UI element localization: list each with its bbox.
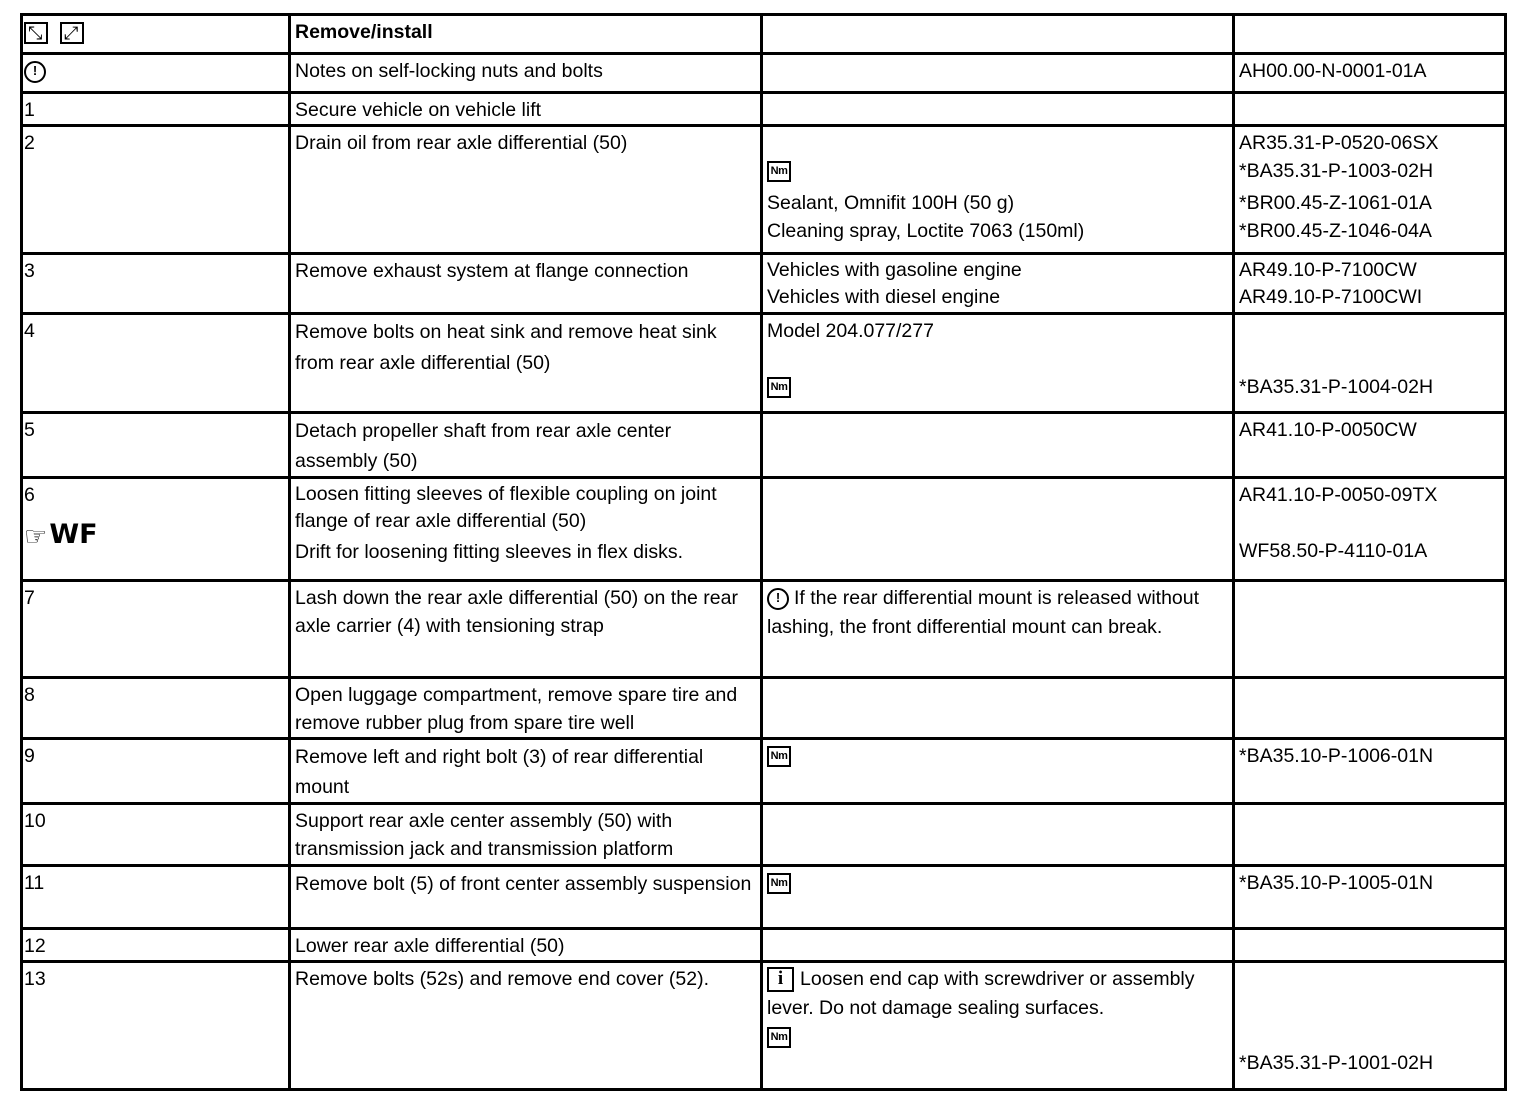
ref-link[interactable]: AH00.00-N-0001-01A: [1239, 60, 1427, 82]
table-row: [22, 929, 1506, 962]
step-text: Secure vehicle on vehicle lift: [290, 93, 762, 126]
ref-link[interactable]: WF58.50-P-4110-01A: [1239, 540, 1428, 562]
ref-link[interactable]: *BA35.31-P-1003-02H: [1239, 160, 1434, 182]
note-text: If the rear differential mount is released without lashing, the front differential mount can break.: [767, 587, 1200, 638]
table-row: [22, 478, 1506, 581]
step-number: 5: [22, 413, 290, 478]
torque-nm-icon: [767, 161, 791, 182]
table-row: [22, 866, 1506, 929]
wf-label: WF: [49, 519, 98, 550]
tool-text: Drift for loosening fitting sleeves in flex disks.: [295, 541, 684, 563]
table-row: [22, 93, 1506, 126]
step-number: 6: [24, 484, 35, 506]
table-row: [22, 678, 1506, 739]
step-text: Remove bolts on heat sink and remove heat sink from rear axle differential (50): [290, 314, 762, 413]
header-row: [22, 15, 1506, 54]
step-number: 8: [22, 678, 290, 739]
step-text: Detach propeller shaft from rear axle center assembly (50): [290, 413, 762, 478]
note-line: Model 204.077/277: [767, 320, 934, 342]
expand-icon[interactable]: [24, 22, 48, 44]
warning-icon: [24, 61, 46, 83]
ref-link[interactable]: AR49.10-P-7100CW: [1239, 259, 1417, 281]
step-text: Remove exhaust system at flange connection: [290, 254, 762, 314]
note-line: Vehicles with diesel engine: [767, 286, 1001, 308]
step-text: Remove left and right bolt (3) of rear differential mount: [290, 739, 762, 804]
torque-nm-icon: [767, 873, 791, 894]
ref-link[interactable]: *BR00.45-Z-1061-01A: [1239, 192, 1432, 214]
note-line: Cleaning spray, Loctite 7063 (150ml): [767, 220, 1085, 242]
step-text: Lower rear axle differential (50): [290, 929, 762, 962]
step-number: 2: [22, 126, 290, 254]
step-number: 10: [22, 804, 290, 866]
step-number: 1: [22, 93, 290, 126]
ref-link[interactable]: AR41.10-P-0050CW: [1239, 419, 1417, 441]
torque-nm-icon: [767, 377, 791, 398]
info-icon: [767, 967, 794, 992]
step-text: Notes on self-locking nuts and bolts: [290, 54, 762, 93]
step-number: 12: [22, 929, 290, 962]
step-text: Remove bolt (5) of front center assembly suspension: [290, 866, 762, 929]
step-text: Drain oil from rear axle differential (50): [290, 126, 762, 254]
ref-link[interactable]: *BA35.10-P-1006-01N: [1239, 745, 1434, 767]
note-line: Vehicles with gasoline engine: [767, 259, 1022, 281]
table-row: [22, 739, 1506, 804]
step-number: 3: [22, 254, 290, 314]
table-row: [22, 314, 1506, 413]
table-row: [22, 413, 1506, 478]
table-row: [22, 126, 1506, 254]
ref-link[interactable]: *BA35.10-P-1005-01N: [1239, 872, 1434, 894]
step-text: Open luggage compartment, remove spare tire and remove rubber plug from spare tire well: [290, 678, 762, 739]
table-row: [22, 962, 1506, 1090]
note-text: Loosen end cap with screwdriver or assembly lever. Do not damage sealing surfaces.: [767, 968, 1195, 1019]
table-row: [22, 254, 1506, 314]
step-number: 9: [22, 739, 290, 804]
step-number: 4: [22, 314, 290, 413]
table-row: [22, 581, 1506, 678]
step-number: 11: [22, 866, 290, 929]
step-text: Lash down the rear axle differential (50) on the rear axle carrier (4) with tensioning strap: [290, 581, 762, 678]
ref-link[interactable]: AR49.10-P-7100CWI: [1239, 286, 1423, 308]
table-row: [22, 54, 1506, 93]
ref-link[interactable]: *BA35.31-P-1001-02H: [1239, 1052, 1434, 1074]
ref-link[interactable]: *BA35.31-P-1004-02H: [1239, 376, 1434, 398]
step-number: 13: [22, 962, 290, 1090]
ref-link[interactable]: AR35.31-P-0520-06SX: [1239, 132, 1439, 154]
ref-link[interactable]: *BR00.45-Z-1046-04A: [1239, 220, 1432, 242]
procedure-table: [20, 13, 1507, 1091]
step-text: Loosen fitting sleeves of flexible coupling on joint flange of rear axle differential (50): [295, 483, 717, 532]
hand-pointer-icon: ☞: [24, 521, 48, 551]
note-line: Sealant, Omnifit 100H (50 g): [767, 192, 1015, 214]
table-row: [22, 804, 1506, 866]
ref-link[interactable]: AR41.10-P-0050-09TX: [1239, 484, 1438, 506]
header-title: Remove/install: [290, 15, 762, 54]
step-text: Remove bolts (52s) and remove end cover (52).: [290, 962, 762, 1090]
collapse-icon[interactable]: [60, 22, 84, 44]
step-text: Support rear axle center assembly (50) with transmission jack and transmission platform: [290, 804, 762, 866]
torque-nm-icon: [767, 1027, 791, 1048]
torque-nm-icon: [767, 746, 791, 767]
step-number: 7: [22, 581, 290, 678]
warning-icon: [767, 588, 789, 610]
